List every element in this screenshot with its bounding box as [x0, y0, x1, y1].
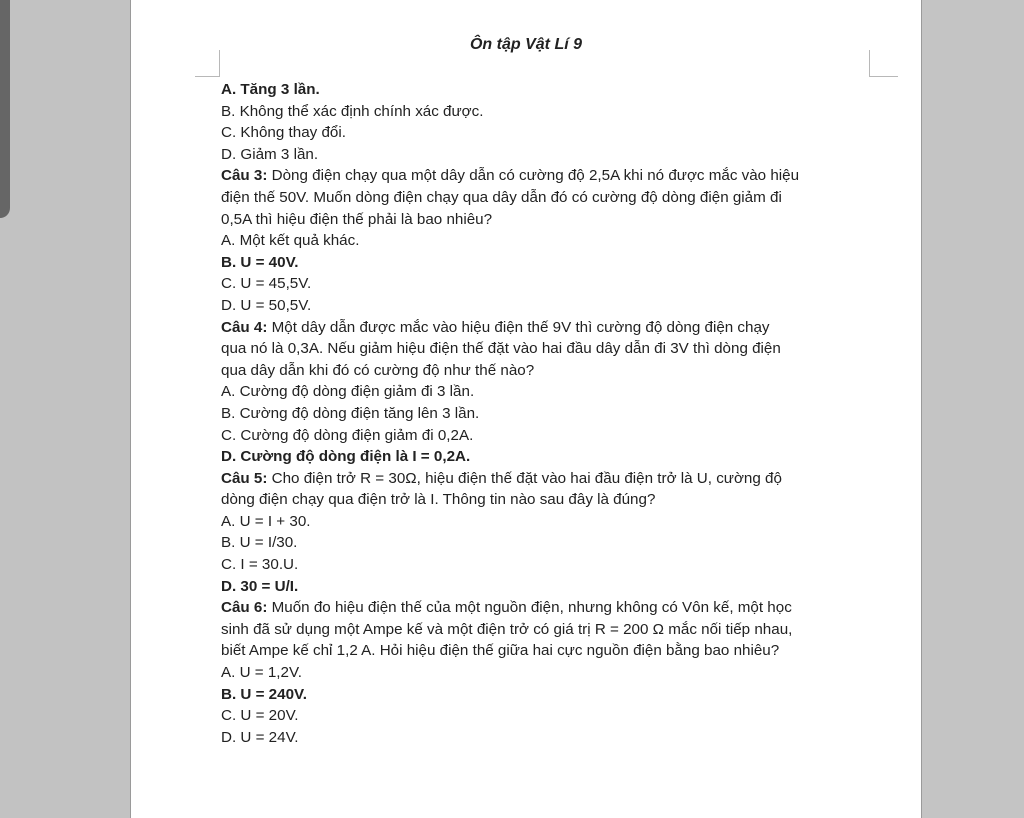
- line-text: qua dây dẫn khi đó có cường độ như thế nào?: [221, 361, 535, 379]
- text-line: [221, 273, 781, 295]
- text-line: [221, 705, 781, 727]
- text-line: [221, 360, 781, 382]
- line-text: Cho điện trở R = 30Ω, hiệu điện thế đặt vào hai đầu điện trở là U, cường độ: [267, 469, 782, 487]
- line-text: C. Không thay đổi.: [221, 124, 346, 142]
- question-number: Câu 5:: [221, 469, 268, 487]
- text-line: [221, 79, 781, 101]
- line-text: Dòng điện chạy qua một dây dẫn có cường độ 2,5A khi nó được mắc vào hiệu: [267, 167, 800, 185]
- line-text: 0,5A thì hiệu điện thế phải là bao nhiêu?: [221, 210, 493, 228]
- text-line: [221, 489, 781, 511]
- line-text: A. Tăng 3 lần.: [221, 81, 320, 98]
- text-line: [221, 403, 781, 425]
- line-text: điện thế 50V. Muốn dòng điện chạy qua dây dẫn đó có cường độ dòng điện giảm đi: [221, 188, 782, 206]
- line-text: C. U = 45,5V.: [221, 275, 312, 293]
- line-text: D. 30 = U/I.: [221, 577, 299, 595]
- text-line: [221, 101, 781, 123]
- text-line: [221, 295, 781, 317]
- line-text: B. U = 40V.: [221, 253, 299, 271]
- text-line: [221, 230, 781, 252]
- line-text: D. U = 50,5V.: [221, 296, 312, 314]
- document-body: [221, 79, 800, 748]
- text-line: [221, 511, 781, 533]
- text-line: [221, 338, 781, 360]
- text-line: [221, 187, 781, 209]
- text-line: [221, 554, 781, 576]
- text-line: [221, 446, 781, 468]
- margin-corner-mark-left: [195, 50, 220, 77]
- question-line: [221, 597, 792, 619]
- text-line: [221, 122, 781, 144]
- side-panel-tab[interactable]: [0, 0, 10, 218]
- question-line: [221, 468, 781, 490]
- text-line: [221, 619, 793, 641]
- line-text: B. U = 240V.: [221, 685, 307, 703]
- line-text: A. U = 1,2V.: [221, 664, 302, 682]
- line-text: B. Cường độ dòng điện tăng lên 3 lần.: [221, 404, 480, 422]
- text-line: [221, 209, 781, 231]
- line-text: A. U = I + 30.: [221, 512, 311, 530]
- viewer-background-right: [922, 0, 1024, 818]
- question-number: Câu 4:: [221, 318, 268, 336]
- line-text: Một dây dẫn được mắc vào hiệu điện thế 9V thì cường độ dòng điện chạy: [267, 318, 770, 336]
- question-number: Câu 3:: [221, 167, 268, 185]
- line-text: Muốn đo hiệu điện thế của một nguồn điện, nhưng không có Vôn kế, một học: [267, 599, 792, 617]
- line-text: biết Ampe kế chỉ 1,2 A. Hỏi hiệu điện thế giữa hai cực nguồn điện bằng bao nhiêu?: [221, 642, 780, 660]
- line-text: A. Một kết quả khác.: [221, 232, 360, 250]
- line-text: sinh đã sử dụng một Ampe kế và một điện trở có giá trị R = 200 Ω mắc nối tiếp nhau,: [221, 620, 793, 638]
- line-text: B. U = I/30.: [221, 534, 298, 552]
- line-text: B. Không thể xác định chính xác được.: [221, 102, 484, 120]
- page-header: Ôn tập Vật Lí 9: [469, 36, 582, 53]
- text-line: [221, 425, 781, 447]
- text-line: [221, 381, 781, 403]
- text-line: [221, 662, 781, 684]
- line-text: C. U = 20V.: [221, 707, 299, 725]
- text-line: [221, 640, 781, 662]
- viewer-background-left: [0, 0, 130, 818]
- margin-corner-mark-right: [869, 50, 898, 77]
- line-text: qua nó là 0,3A. Nếu giảm hiệu điện thế đặt vào hai đầu dây dẫn đi 3V thì dòng điện: [221, 340, 781, 358]
- text-line: [221, 576, 781, 598]
- line-text: C. I = 30.U.: [221, 556, 299, 574]
- question-line: [221, 317, 781, 339]
- line-text: D. Cường độ dòng điện là I = 0,2A.: [221, 448, 471, 466]
- text-line: [221, 684, 781, 706]
- line-text: D. Giảm 3 lần.: [221, 145, 319, 163]
- question-number: Câu 6:: [221, 599, 268, 617]
- line-text: C. Cường độ dòng điện giảm đi 0,2A.: [221, 426, 474, 444]
- line-text: A. Cường độ dòng điện giảm đi 3 lần.: [221, 383, 475, 401]
- text-line: [221, 727, 781, 749]
- text-line: [221, 144, 781, 166]
- document-page: [130, 0, 922, 818]
- line-text: dòng điện chạy qua điện trở là I. Thông tin nào sau đây là đúng?: [221, 491, 656, 509]
- line-text: D. U = 24V.: [221, 728, 299, 746]
- text-line: [221, 532, 781, 554]
- question-line: [221, 165, 800, 187]
- text-line: [221, 252, 781, 274]
